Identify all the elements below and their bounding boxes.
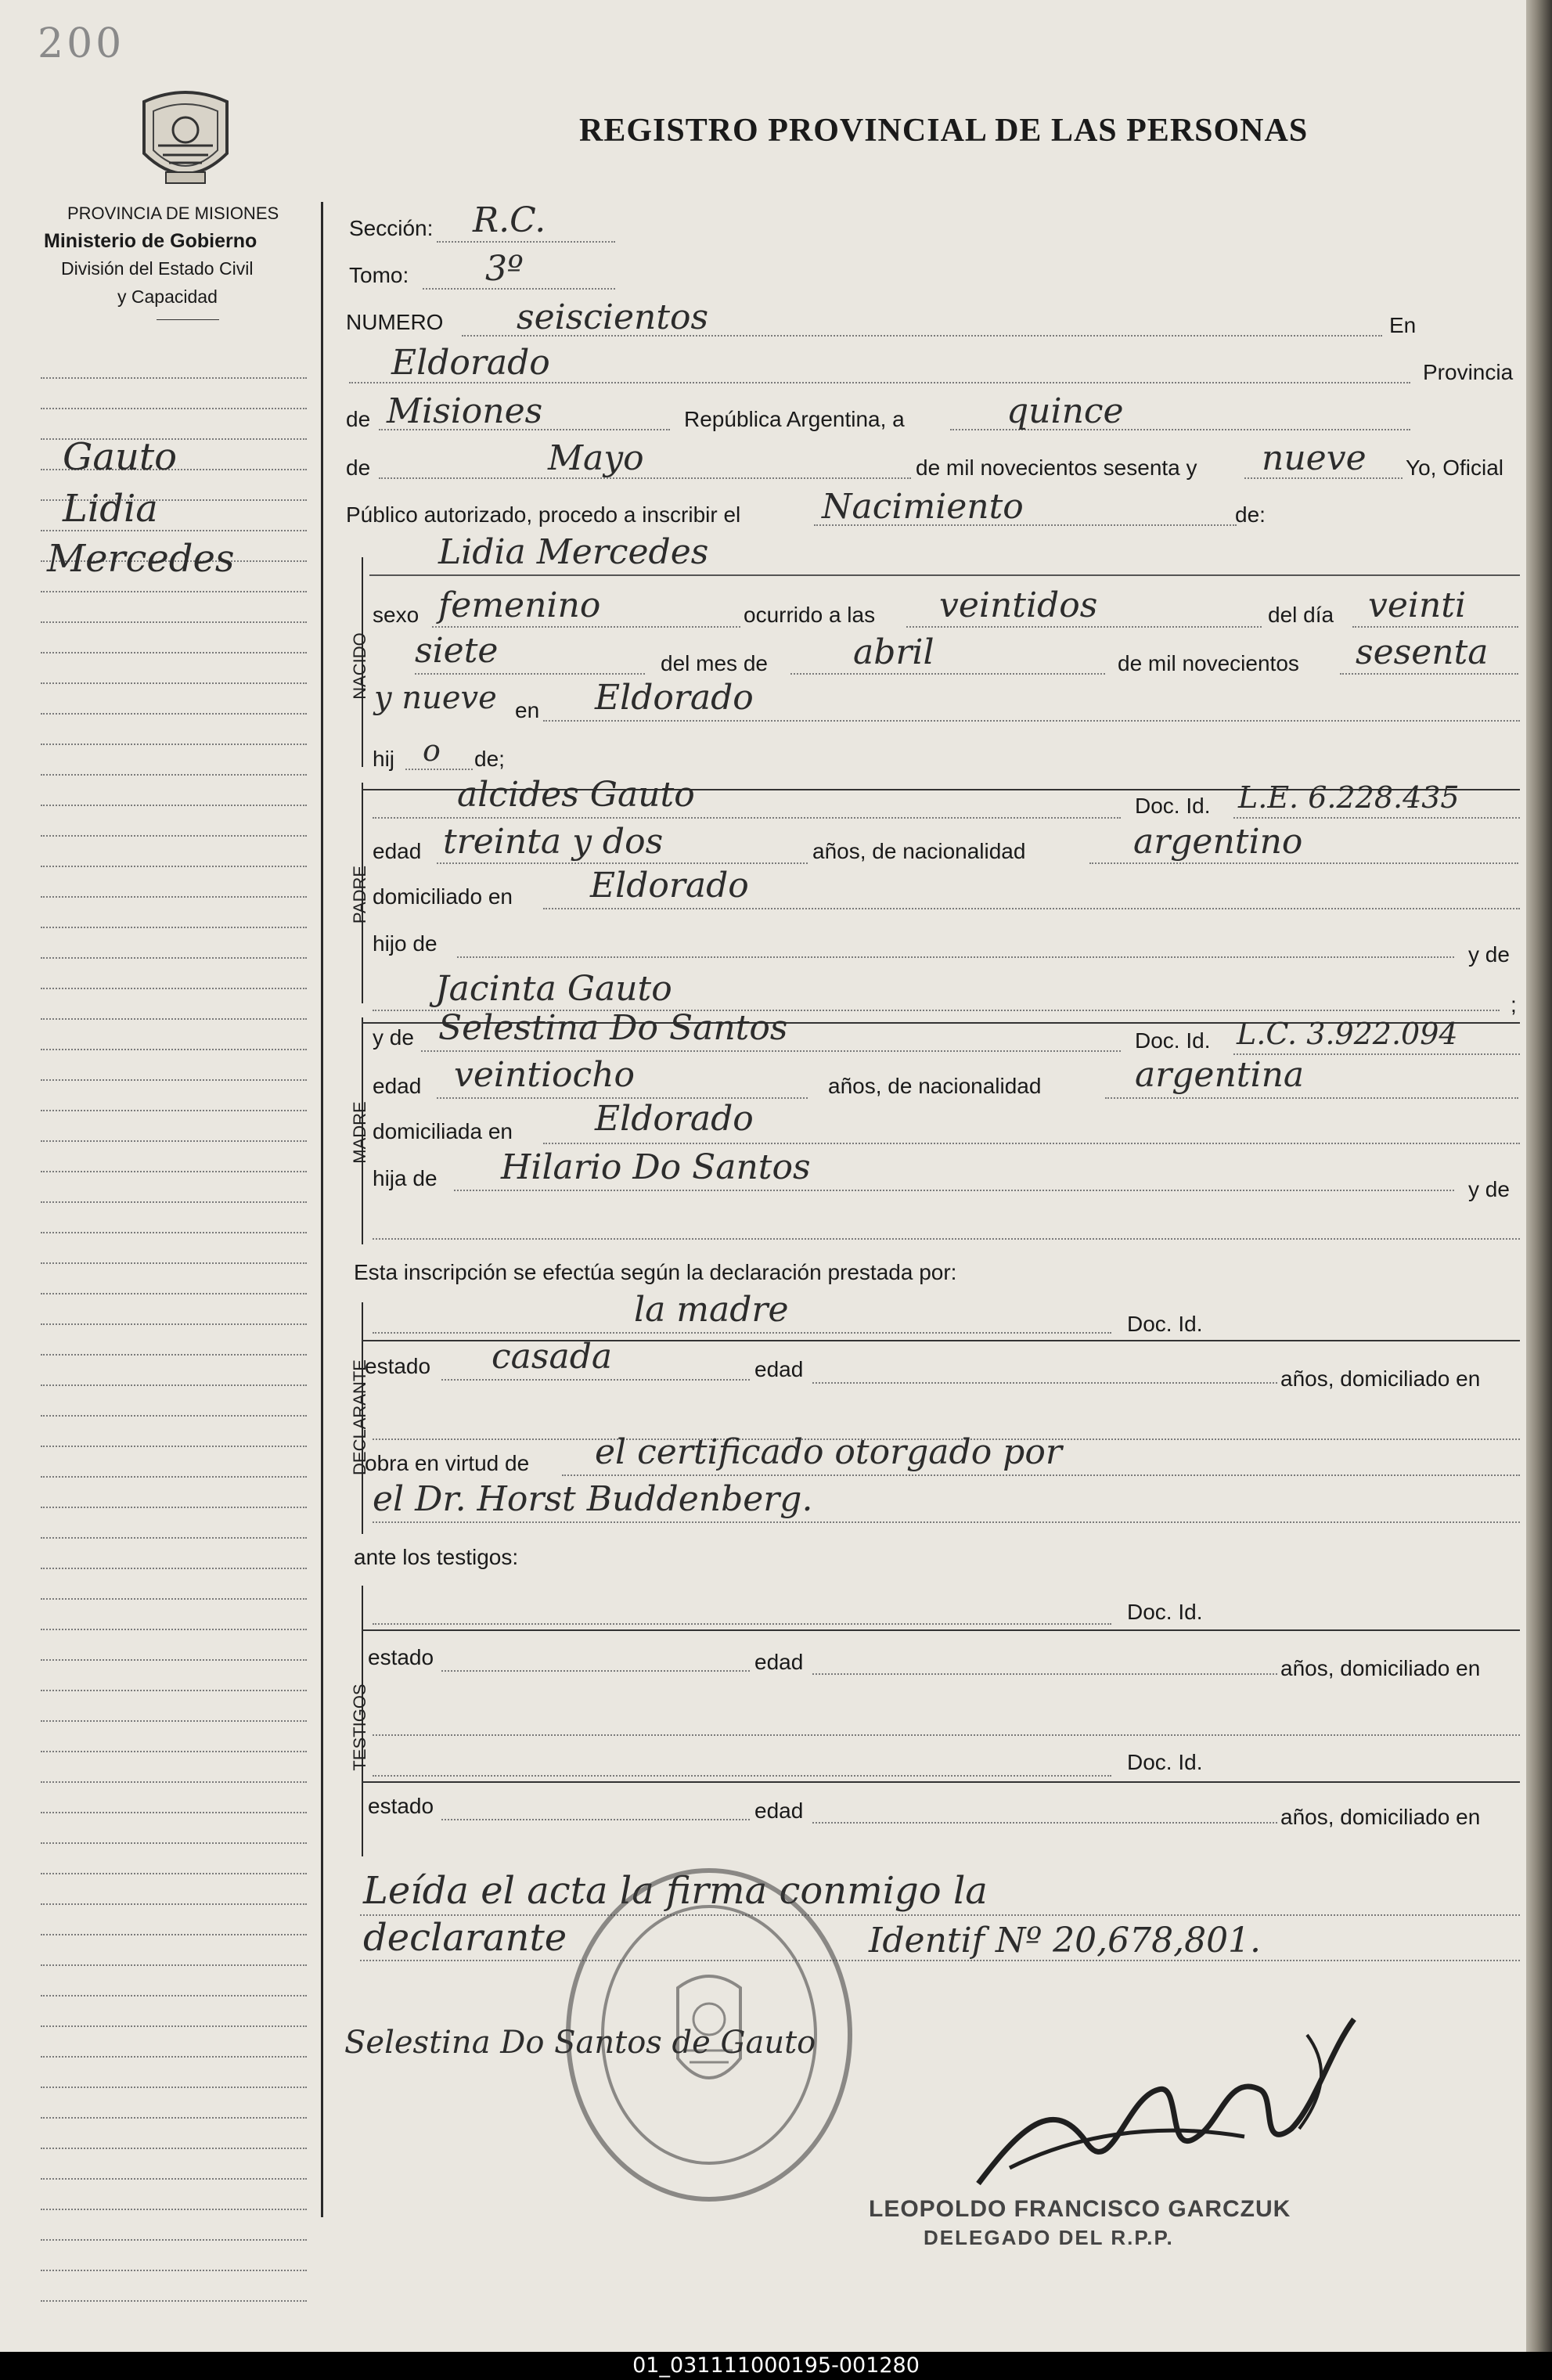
madre-edad: veintiocho <box>454 1055 636 1095</box>
madre-nac-label: años, de nacionalidad <box>828 1074 1042 1098</box>
testigos-side-label: TESTIGOS <box>350 1683 369 1771</box>
dia-nac-1: veinti <box>1368 585 1467 625</box>
padre-side-label: PADRE <box>350 865 369 924</box>
margin-line <box>41 2025 307 2027</box>
estado-value: casada <box>492 1337 613 1377</box>
hij-line <box>405 769 473 770</box>
testigo2-line <box>373 1775 1111 1777</box>
margin-line <box>41 713 307 715</box>
seccion-label: Sección: <box>349 216 434 240</box>
margin-line <box>41 2178 307 2180</box>
margin-line <box>41 2209 307 2210</box>
provincia-label: Provincia <box>1423 360 1514 384</box>
official-signature-icon <box>963 2004 1370 2207</box>
mes-inscripcion: Mayo <box>548 438 644 478</box>
testigo2-rule-h <box>362 1781 1520 1783</box>
hora-value: veintidos <box>939 585 1098 625</box>
dia-nac-2: siete <box>415 631 499 671</box>
de-label: de <box>346 407 371 431</box>
margin-line <box>41 988 307 989</box>
tomo-value: 3º <box>485 249 524 289</box>
margin-line <box>41 927 307 928</box>
padre-edad-label: edad <box>373 839 422 863</box>
semicolon-label: ; <box>1511 992 1517 1017</box>
obra-value-2: el Dr. Horst Buddenberg. <box>373 1479 813 1519</box>
madre-dom: Eldorado <box>595 1099 754 1139</box>
nota-1: Leída el acta la firma conmigo la <box>363 1869 988 1913</box>
margin-line <box>41 408 307 409</box>
lugar-nac-line <box>543 720 1520 722</box>
hora-line <box>906 626 1262 628</box>
declarante-line <box>373 1332 1111 1334</box>
ocurrido-label: ocurrido a las <box>744 603 876 627</box>
margin-line <box>41 2239 307 2241</box>
margin-line <box>41 1323 307 1325</box>
margin-line <box>41 621 307 623</box>
madre-dom-line <box>543 1143 1520 1144</box>
testigo1-edad-line <box>812 1673 1277 1675</box>
hij-suffix: o <box>423 733 441 768</box>
publico-label: Público autorizado, procedo a inscribir el <box>346 502 741 527</box>
margin-line <box>41 2056 307 2058</box>
tomo-label: Tomo: <box>349 263 409 287</box>
official-name: LEOPOLDO FRANCISCO GARCZUK <box>869 2196 1291 2222</box>
testigo1-extra-line <box>373 1734 1520 1736</box>
padre-edad: treinta y dos <box>443 822 664 862</box>
madre-edad-label: edad <box>373 1074 422 1098</box>
estado-line <box>441 1379 750 1381</box>
testigo1-doc-label: Doc. Id. <box>1127 1600 1203 1624</box>
obra-value-1: el certificado otorgado por <box>595 1432 1062 1472</box>
de-label-2: de <box>346 455 371 480</box>
de-colon-label: de: <box>1235 502 1266 527</box>
lugar-nac-value: Eldorado <box>595 678 754 718</box>
margin-line <box>41 1903 307 1905</box>
margin-line <box>41 1720 307 1722</box>
hija-de-line <box>454 1190 1454 1191</box>
de-semicolon-label: de; <box>474 747 505 771</box>
estado-label: estado <box>365 1354 431 1378</box>
madre-side-label: MADRE <box>350 1101 369 1164</box>
padre-doc: L.E. 6.228.435 <box>1238 780 1460 815</box>
madre-nombre-line <box>421 1050 1121 1052</box>
padre-nac: argentino <box>1133 822 1303 862</box>
lugar-value: Eldorado <box>391 343 550 383</box>
testigos-label: ante los testigos: <box>354 1545 519 1569</box>
margin-line <box>41 896 307 898</box>
margin-note-surname: Gauto <box>63 435 178 479</box>
page-title: REGISTRO PROVINCIAL DE LAS PERSONAS <box>579 113 1309 149</box>
nota-id: Identif Nº 20,678,801. <box>869 1921 1262 1961</box>
testigo1-estado-line <box>441 1670 750 1672</box>
en-label: En <box>1389 313 1417 337</box>
madre-nac: argentina <box>1135 1055 1305 1095</box>
dia-line <box>1352 626 1518 628</box>
sexo-value: femenino <box>438 585 601 625</box>
margin-line <box>41 1842 307 1844</box>
seccion-line <box>437 241 615 243</box>
margin-line <box>41 2300 307 2302</box>
margin-line <box>41 1140 307 1142</box>
margin-line <box>41 1934 307 1935</box>
anio-nac-1: sesenta <box>1356 632 1489 672</box>
margin-line <box>41 1049 307 1050</box>
margin-line <box>41 1476 307 1478</box>
hij-label: hij <box>373 747 395 771</box>
margin-line <box>41 1384 307 1386</box>
margin-line <box>41 1568 307 1569</box>
margin-line <box>41 1995 307 1997</box>
madre-y-de-label: y de <box>373 1025 414 1050</box>
margin-line <box>41 1781 307 1783</box>
header-line-2: Ministerio de Gobierno <box>44 230 257 252</box>
testigo2-domiciliado-label: años, domiciliado en <box>1280 1805 1481 1829</box>
madre-y-de-2-label: y de <box>1468 1177 1510 1201</box>
nacido-side-label: NACIDO <box>350 632 369 700</box>
anio-inscripcion: nueve <box>1262 438 1367 478</box>
numero-label: NUMERO <box>346 310 444 334</box>
header-line-3: División del Estado Civil <box>61 258 254 279</box>
testigo1-domiciliado-label: años, domiciliado en <box>1280 1656 1481 1680</box>
mes-line <box>379 477 911 479</box>
testigo2-estado-label: estado <box>368 1794 434 1818</box>
obra-line-2 <box>373 1521 1520 1523</box>
header-line-1: PROVINCIA DE MISIONES <box>67 203 279 223</box>
testigo1-line <box>373 1623 1111 1625</box>
padre-nombre: alcides Gauto <box>457 775 695 815</box>
provincia-value: Misiones <box>387 391 543 431</box>
declarante-edad-label: edad <box>754 1357 804 1381</box>
declarante-value: la madre <box>634 1290 789 1330</box>
margin-line <box>41 1446 307 1447</box>
testigo2-edad-label: edad <box>754 1799 804 1823</box>
margin-line <box>41 1507 307 1508</box>
margin-line <box>41 1629 307 1630</box>
en-lower-label: en <box>515 698 540 722</box>
margin-line <box>41 1751 307 1752</box>
mes-nac-value: abril <box>853 632 934 672</box>
footer-id: 01_031111000195-001280 <box>0 2352 1552 2380</box>
nota-2: declarante <box>363 1916 567 1960</box>
padre-doc-line <box>1233 817 1520 819</box>
page-number: 200 <box>38 20 125 67</box>
del-dia-label: del día <box>1268 603 1334 627</box>
padre-edad-line <box>437 862 808 864</box>
testigo2-doc-label: Doc. Id. <box>1127 1750 1203 1774</box>
madre-extra-line <box>373 1238 1520 1240</box>
dia-inscripcion: quince <box>1006 391 1124 431</box>
margin-line <box>41 1232 307 1233</box>
hijo-de-line <box>457 956 1454 958</box>
padre-dom: Eldorado <box>590 866 749 906</box>
divider <box>157 319 219 320</box>
margin-line <box>41 2117 307 2119</box>
official-title: DELEGADO DEL R.P.P. <box>924 2226 1174 2249</box>
madre-doc-label: Doc. Id. <box>1135 1028 1211 1053</box>
hijo-de-label: hijo de <box>373 931 438 956</box>
anio-nac-line <box>1340 673 1518 675</box>
testigo1-edad-label: edad <box>754 1650 804 1674</box>
margin-line <box>41 805 307 806</box>
margin-line <box>41 1293 307 1294</box>
yo-oficial-label: Yo, Oficial <box>1406 455 1504 480</box>
padre-dom-label: domiciliado en <box>373 884 513 909</box>
padre-nac-label: años, de nacionalidad <box>812 839 1026 863</box>
declarante-domiciliado-label: años, domiciliado en <box>1280 1366 1481 1391</box>
margin-line <box>41 1079 307 1081</box>
acto-value: Nacimiento <box>822 487 1024 527</box>
margin-line <box>41 1018 307 1020</box>
margin-line <box>41 835 307 837</box>
margin-line <box>41 1964 307 1966</box>
dia-line-2 <box>415 673 645 675</box>
margin-line <box>41 1598 307 1600</box>
header-line-4: y Capacidad <box>117 286 218 307</box>
testigo2-estado-line <box>441 1819 750 1820</box>
margin-line <box>41 1201 307 1203</box>
anio-nac-2: y nueve <box>374 680 497 716</box>
testigo2-edad-line <box>812 1822 1277 1824</box>
testigo1-estado-label: estado <box>368 1645 434 1669</box>
nombre-line <box>369 574 1520 576</box>
margin-line <box>41 2087 307 2088</box>
margin-note-name-1: Lidia <box>63 487 158 531</box>
margin-line <box>41 1110 307 1111</box>
sexo-line <box>432 626 740 628</box>
numero-value: seiscientos <box>517 297 709 337</box>
margin-line <box>41 957 307 959</box>
seccion-value: R.C. <box>473 200 546 240</box>
margin-line <box>41 1690 307 1691</box>
padre-y-de-label: y de <box>1468 942 1510 967</box>
obra-line-1 <box>562 1474 1520 1476</box>
margin-line <box>41 1537 307 1539</box>
de-mil2-label: de mil novecientos <box>1118 651 1299 675</box>
mes-nac-line <box>790 673 1105 675</box>
madre-dom-label: domiciliada en <box>373 1119 513 1143</box>
declarante-edad-line <box>812 1382 1277 1384</box>
margin-line <box>41 1873 307 1874</box>
margin-line <box>41 2148 307 2149</box>
abuelo-paterno: Jacinta Gauto <box>435 969 672 1009</box>
padre-nombre-line <box>373 817 1121 819</box>
abuelo-materno: Hilario Do Santos <box>501 1147 811 1187</box>
margin-line <box>41 774 307 776</box>
page-edge <box>1526 0 1552 2352</box>
padre-nac-line <box>1089 862 1518 864</box>
sexo-label: sexo <box>373 603 420 627</box>
margin-line <box>41 682 307 684</box>
republica-label: República Argentina, a <box>684 407 905 431</box>
margin-line <box>41 377 307 379</box>
testigo1-rule-h <box>362 1629 1520 1631</box>
margin-line <box>41 1812 307 1813</box>
declarante-side-label: DECLARANTE <box>350 1359 369 1475</box>
padre-doc-label: Doc. Id. <box>1135 794 1211 818</box>
margin-line <box>41 1262 307 1264</box>
margin-line <box>41 1354 307 1356</box>
declarante-doc-label: Doc. Id. <box>1127 1312 1203 1336</box>
del-mes-label: del mes de <box>661 651 768 675</box>
margin-line <box>41 1659 307 1661</box>
nombre-value: Lidia Mercedes <box>438 532 709 572</box>
official-seal-icon <box>560 1863 858 2207</box>
de-mil-label: de mil novecientos sesenta y <box>916 455 1197 480</box>
margin-line <box>41 866 307 867</box>
coat-of-arms-icon <box>135 85 236 194</box>
hija-de-label: hija de <box>373 1166 438 1190</box>
margin-line <box>41 2270 307 2271</box>
madre-nac-line <box>1105 1097 1518 1099</box>
firma-declarante: Selestina Do Santos de Gauto <box>344 2025 816 2061</box>
obra-label: obra en virtud de <box>365 1451 530 1475</box>
margin-line <box>41 1415 307 1417</box>
madre-nombre: Selestina Do Santos <box>438 1008 788 1048</box>
madre-doc: L.C. 3.922.094 <box>1237 1017 1458 1051</box>
margin-line <box>41 652 307 654</box>
margin-line <box>41 744 307 745</box>
padre-dom-line <box>543 908 1520 909</box>
margin-line <box>41 591 307 592</box>
margin-line <box>41 1171 307 1172</box>
main-vertical-rule <box>321 202 323 2217</box>
inscripcion-label: Esta inscripción se efectúa según la declaración prestada por: <box>354 1260 957 1284</box>
margin-note-name-2: Mercedes <box>47 537 235 581</box>
